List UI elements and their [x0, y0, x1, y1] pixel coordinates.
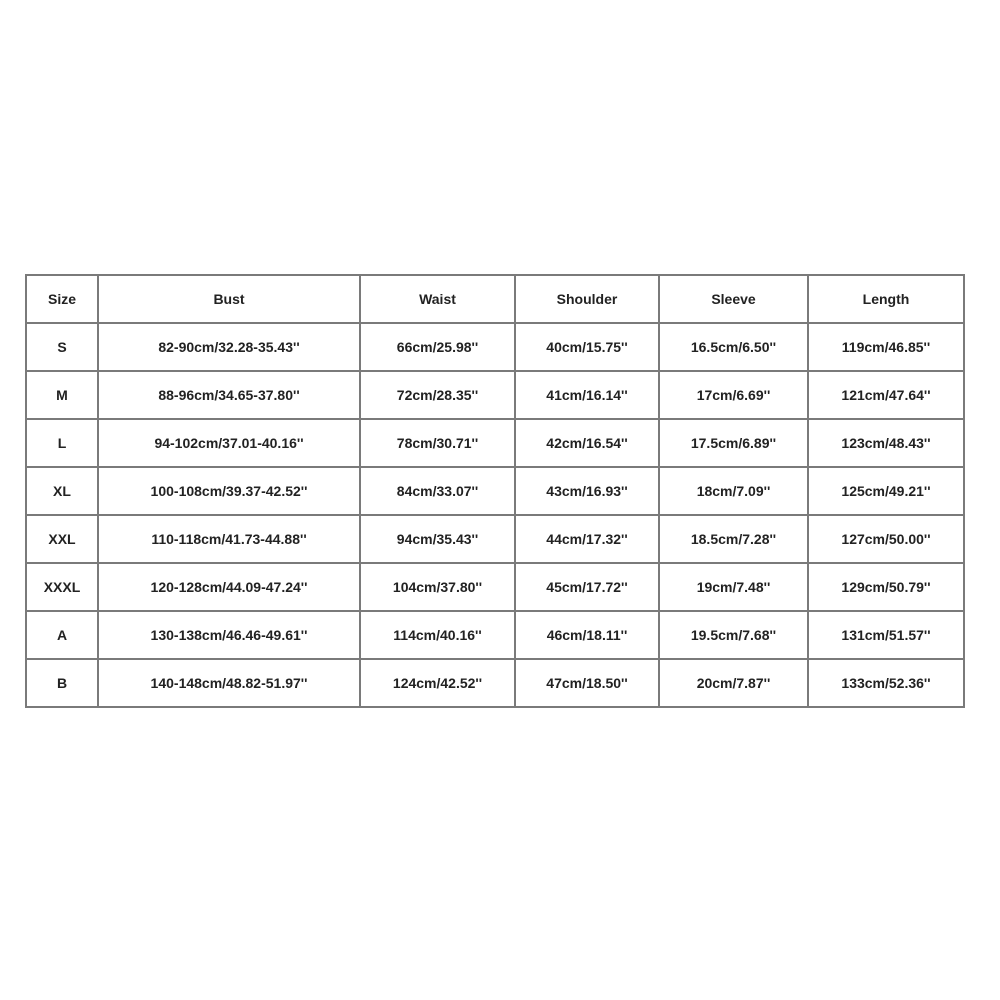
bust-cell: 120-128cm/44.09-47.24'': [98, 563, 360, 611]
length-cell: 127cm/50.00'': [808, 515, 964, 563]
size-cell: XL: [26, 467, 98, 515]
waist-cell: 114cm/40.16'': [360, 611, 515, 659]
length-cell: 123cm/48.43'': [808, 419, 964, 467]
header-shoulder: Shoulder: [515, 275, 659, 323]
size-cell: L: [26, 419, 98, 467]
waist-cell: 94cm/35.43'': [360, 515, 515, 563]
sleeve-cell: 19.5cm/7.68'': [659, 611, 808, 659]
bust-cell: 88-96cm/34.65-37.80'': [98, 371, 360, 419]
table-row: [26, 371, 964, 419]
shoulder-cell: 40cm/15.75'': [515, 323, 659, 371]
bust-cell: 110-118cm/41.73-44.88'': [98, 515, 360, 563]
sleeve-cell: 20cm/7.87'': [659, 659, 808, 707]
sleeve-cell: 16.5cm/6.50'': [659, 323, 808, 371]
shoulder-cell: 47cm/18.50'': [515, 659, 659, 707]
table-row: [26, 323, 964, 371]
bust-cell: 140-148cm/48.82-51.97'': [98, 659, 360, 707]
table-row: [26, 515, 964, 563]
header-bust: Bust: [98, 275, 360, 323]
table-row: [26, 419, 964, 467]
header-waist: Waist: [360, 275, 515, 323]
table-row: [26, 563, 964, 611]
sleeve-cell: 18cm/7.09'': [659, 467, 808, 515]
sleeve-cell: 17.5cm/6.89'': [659, 419, 808, 467]
waist-cell: 72cm/28.35'': [360, 371, 515, 419]
shoulder-cell: 42cm/16.54'': [515, 419, 659, 467]
size-cell: M: [26, 371, 98, 419]
size-chart-header: [26, 275, 964, 323]
length-cell: 125cm/49.21'': [808, 467, 964, 515]
size-chart-body: [26, 323, 964, 707]
size-cell: A: [26, 611, 98, 659]
sleeve-cell: 18.5cm/7.28'': [659, 515, 808, 563]
bust-cell: 130-138cm/46.46-49.61'': [98, 611, 360, 659]
header-size: Size: [26, 275, 98, 323]
table-row: [26, 467, 964, 515]
sleeve-cell: 17cm/6.69'': [659, 371, 808, 419]
shoulder-cell: 45cm/17.72'': [515, 563, 659, 611]
bust-cell: 82-90cm/32.28-35.43'': [98, 323, 360, 371]
length-cell: 119cm/46.85'': [808, 323, 964, 371]
bust-cell: 94-102cm/37.01-40.16'': [98, 419, 360, 467]
shoulder-cell: 41cm/16.14'': [515, 371, 659, 419]
size-chart-table: [25, 274, 965, 708]
size-cell: XXXL: [26, 563, 98, 611]
size-cell: XXL: [26, 515, 98, 563]
bust-cell: 100-108cm/39.37-42.52'': [98, 467, 360, 515]
waist-cell: 104cm/37.80'': [360, 563, 515, 611]
length-cell: 129cm/50.79'': [808, 563, 964, 611]
waist-cell: 84cm/33.07'': [360, 467, 515, 515]
table-row: [26, 659, 964, 707]
shoulder-cell: 46cm/18.11'': [515, 611, 659, 659]
length-cell: 131cm/51.57'': [808, 611, 964, 659]
sleeve-cell: 19cm/7.48'': [659, 563, 808, 611]
size-cell: S: [26, 323, 98, 371]
table-row: [26, 611, 964, 659]
header-length: Length: [808, 275, 964, 323]
header-row: [26, 275, 964, 323]
shoulder-cell: 43cm/16.93'': [515, 467, 659, 515]
length-cell: 133cm/52.36'': [808, 659, 964, 707]
waist-cell: 66cm/25.98'': [360, 323, 515, 371]
length-cell: 121cm/47.64'': [808, 371, 964, 419]
waist-cell: 124cm/42.52'': [360, 659, 515, 707]
size-cell: B: [26, 659, 98, 707]
shoulder-cell: 44cm/17.32'': [515, 515, 659, 563]
header-sleeve: Sleeve: [659, 275, 808, 323]
waist-cell: 78cm/30.71'': [360, 419, 515, 467]
